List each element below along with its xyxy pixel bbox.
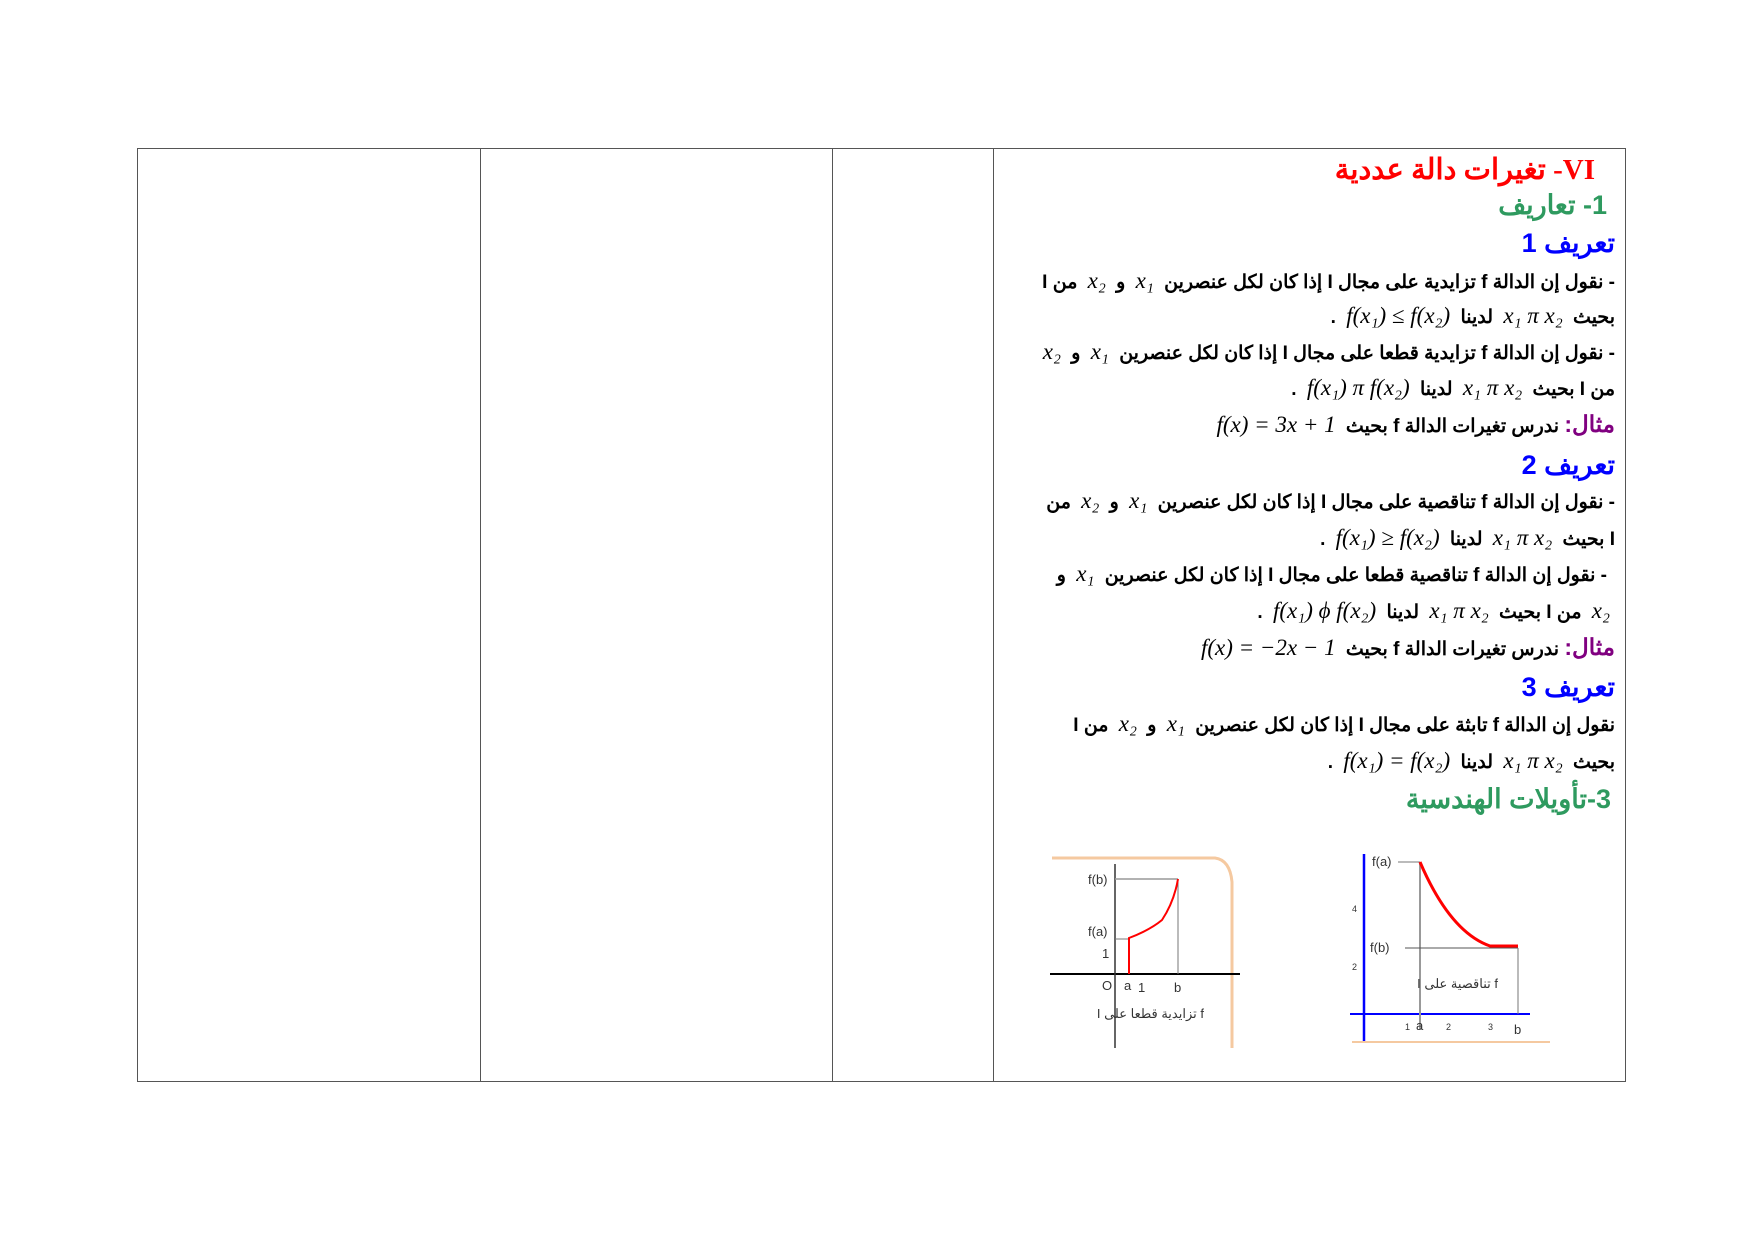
math-expression: f(x₁) ≤ f(x₂)	[1346, 303, 1451, 328]
definition-line	[1046, 488, 1615, 514]
math-expression: x₁ π x₂	[1492, 525, 1553, 550]
example-label: مثال:	[1564, 634, 1615, 660]
text-segment: - نقول إن الدالة f تناقصية قطعا على مجال I إذا كان لكل عنصرين	[1099, 565, 1607, 586]
text-segment: - نقول إن الدالة f تناقصية على مجال I إذا كان لكل عنصرين	[1152, 492, 1615, 513]
text-segment: بحيث	[1567, 307, 1615, 328]
text-segment: لدينا	[1455, 752, 1499, 773]
text-segment: و	[1141, 715, 1162, 736]
text-segment: .	[1330, 307, 1342, 328]
definition-line	[1073, 711, 1615, 737]
text-segment: و	[1056, 565, 1072, 586]
math-expression: x₁ π x₂	[1462, 375, 1523, 400]
math-expression: f(x₁) π f(x₂)	[1306, 375, 1410, 400]
text-segment: و	[1110, 272, 1131, 293]
text-segment: نقول إن الدالة f تابثة على مجال I إذا كان لكل عنصرين	[1189, 715, 1615, 736]
definition-2-title: تعريف 2	[1521, 450, 1615, 480]
definition-line	[1042, 268, 1615, 294]
origin-label: O	[1102, 978, 1113, 993]
label-fb: f(b)	[1088, 872, 1108, 887]
label-fb: f(b)	[1370, 940, 1390, 955]
definition-1-title: تعريف 1	[1521, 228, 1615, 258]
definition-line	[1057, 561, 1607, 587]
example-formula: f(x) = 3x + 1	[1216, 412, 1336, 437]
math-expression: x₁	[1166, 711, 1185, 736]
text-segment: لدينا	[1444, 529, 1488, 550]
example-text: ندرس تغيرات الدالة f بحيث	[1340, 639, 1565, 660]
text-segment: - نقول إن الدالة f تزايدية قطعا على مجال I إذا كان لكل عنصرين	[1113, 343, 1615, 364]
example-text: ندرس تغيرات الدالة f بحيث	[1340, 416, 1565, 437]
tick-label-3: 3	[1488, 1022, 1494, 1032]
text-segment: .	[1327, 752, 1339, 773]
math-expression: f(x₁) = f(x₂)	[1343, 748, 1451, 773]
text-segment: - نقول إن الدالة f تزايدية على مجال I إذا كان لكل عنصرين	[1158, 272, 1615, 293]
tick-label-4: 4	[1352, 904, 1358, 914]
definition-line	[1038, 339, 1615, 365]
math-expression: f(x₁) ϕ f(x₂)	[1272, 598, 1377, 623]
subsection-definitions-title: 1- تعاريف	[1498, 190, 1607, 220]
definition-line	[1328, 748, 1615, 774]
label-fa: f(a)	[1372, 854, 1392, 869]
text-segment: .	[1257, 602, 1268, 623]
section-title: VI- تغيرات دالة عددية	[1334, 154, 1595, 186]
table-column-divider	[993, 148, 994, 1082]
tick-label-1: 1	[1102, 946, 1110, 961]
label-b: b	[1174, 980, 1182, 995]
example-2	[1196, 634, 1615, 661]
increasing-function-graph	[1050, 852, 1250, 1052]
math-expression: x₁	[1076, 561, 1095, 586]
math-expression: x₁	[1129, 488, 1148, 513]
tick-label-2: 2	[1352, 962, 1358, 972]
example-formula: f(x) = −2x − 1	[1200, 635, 1336, 660]
table-column-divider	[480, 148, 481, 1082]
tick-label-1: 1	[1405, 1022, 1411, 1032]
tick-label-2: 2	[1446, 1022, 1452, 1032]
decreasing-function-graph	[1350, 852, 1550, 1052]
text-segment: لدينا	[1455, 307, 1499, 328]
math-expression: f(x₁) ≥ f(x₂)	[1335, 525, 1440, 550]
tick-label-1: 1	[1138, 980, 1146, 995]
text-segment: من I	[1042, 272, 1083, 293]
example-1	[1211, 411, 1615, 438]
math-expression: x₁ π x₂	[1503, 748, 1563, 773]
text-segment: من I	[1073, 715, 1114, 736]
label-a: a	[1124, 978, 1132, 993]
definition-3-title: تعريف 3	[1521, 672, 1615, 702]
math-expression: x₂	[1087, 268, 1106, 293]
text-segment: .	[1320, 529, 1331, 550]
graph-caption: f تناقصية على I	[1417, 976, 1498, 991]
text-segment: من I بحيث	[1493, 602, 1587, 623]
math-expression: x₂	[1591, 598, 1610, 623]
text-segment: من	[1046, 492, 1077, 513]
label-b: b	[1514, 1022, 1522, 1037]
math-expression: x₁ π x₂	[1429, 598, 1489, 623]
example-label: مثال:	[1564, 411, 1615, 437]
math-expression: x₂	[1118, 711, 1137, 736]
math-expression: x₂	[1042, 339, 1061, 364]
label-fa: f(a)	[1088, 924, 1108, 939]
table-column-divider	[832, 148, 833, 1082]
text-segment: .	[1291, 379, 1302, 400]
text-segment: I بحيث	[1557, 529, 1615, 550]
definition-line	[1257, 598, 1615, 624]
definition-line	[1331, 303, 1615, 329]
text-segment: و	[1065, 343, 1086, 364]
math-expression: x₂	[1081, 488, 1100, 513]
math-expression: x₁	[1135, 268, 1154, 293]
definition-line	[1320, 525, 1615, 551]
graph-caption: f تزايدية قطعا على I	[1096, 1006, 1204, 1021]
text-segment: و	[1104, 492, 1125, 513]
text-segment: لدينا	[1414, 379, 1458, 400]
subsection-geometric-title: 3-تأويلات الهندسية	[1405, 784, 1611, 814]
text-segment: بحيث	[1567, 752, 1615, 773]
text-segment: من I بحيث	[1527, 379, 1615, 400]
math-expression: x₁	[1090, 339, 1109, 364]
definition-line	[1291, 375, 1615, 401]
text-segment: لدينا	[1381, 602, 1425, 623]
label-a: a	[1416, 1018, 1424, 1033]
math-expression: x₁ π x₂	[1503, 303, 1563, 328]
